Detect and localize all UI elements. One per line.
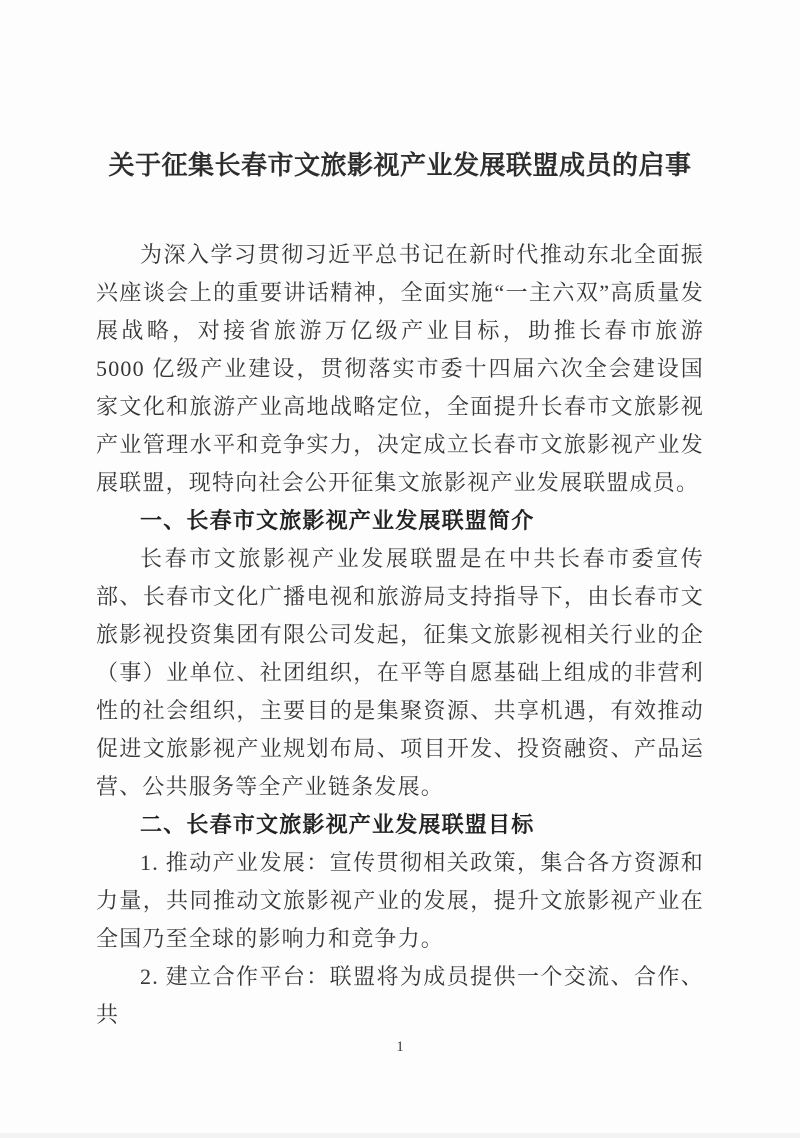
document-title: 关于征集长春市文旅影视产业发展联盟成员的启事: [108, 151, 692, 180]
section-1-paragraph: 长春市文旅影视产业发展联盟是在中共长春市委宣传部、长春市文化广播电视和旅游局支持指导下，由长春市文旅影视投资集团有限公司发起，征集文旅影视相关行业的企（事）业单位、社团组织，在平等自愿基础上组成的非营利性的社会组织，主要目的是集聚资源、共享机遇，有效推动促进文旅影视产业规划布局、项目开发、投资融资、产品运营、公共服务等全产业链条发展。: [96, 546, 704, 799]
page-number: 1: [396, 1039, 404, 1055]
document-content: [96, 146, 704, 1034]
section-1-heading: 一、长春市文旅影视产业发展联盟简介: [140, 508, 535, 533]
section-2-item-1: 1. 推动产业发展：宣传贯彻相关政策，集合各方资源和力量，共同推动文旅影视产业的发展，提升文旅影视产业在全国乃至全球的影响力和竞争力。: [96, 850, 704, 951]
section-2-heading: 二、长春市文旅影视产业发展联盟目标: [140, 812, 535, 837]
intro-paragraph: 为深入学习贯彻习近平总书记在新时代推动东北全面振兴座谈会上的重要讲话精神，全面实施“一主六双”高质量发展战略，对接省旅游万亿级产业目标，助推长春市旅游 5000 亿级产业建设，贯彻落实市委十四届六次全会建设国家文化和旅游产业高地战略定位，全面提升长春市文旅影视产业管理水平和竞争实力，决定成立长春市文旅影视产业发展联盟，现特向社会公开征集文旅影视产业发展联盟成员。: [96, 242, 704, 495]
section-2-item-2: 2. 建立合作平台：联盟将为成员提供一个交流、合作、共: [96, 964, 704, 1027]
page-footer: [0, 1038, 800, 1056]
